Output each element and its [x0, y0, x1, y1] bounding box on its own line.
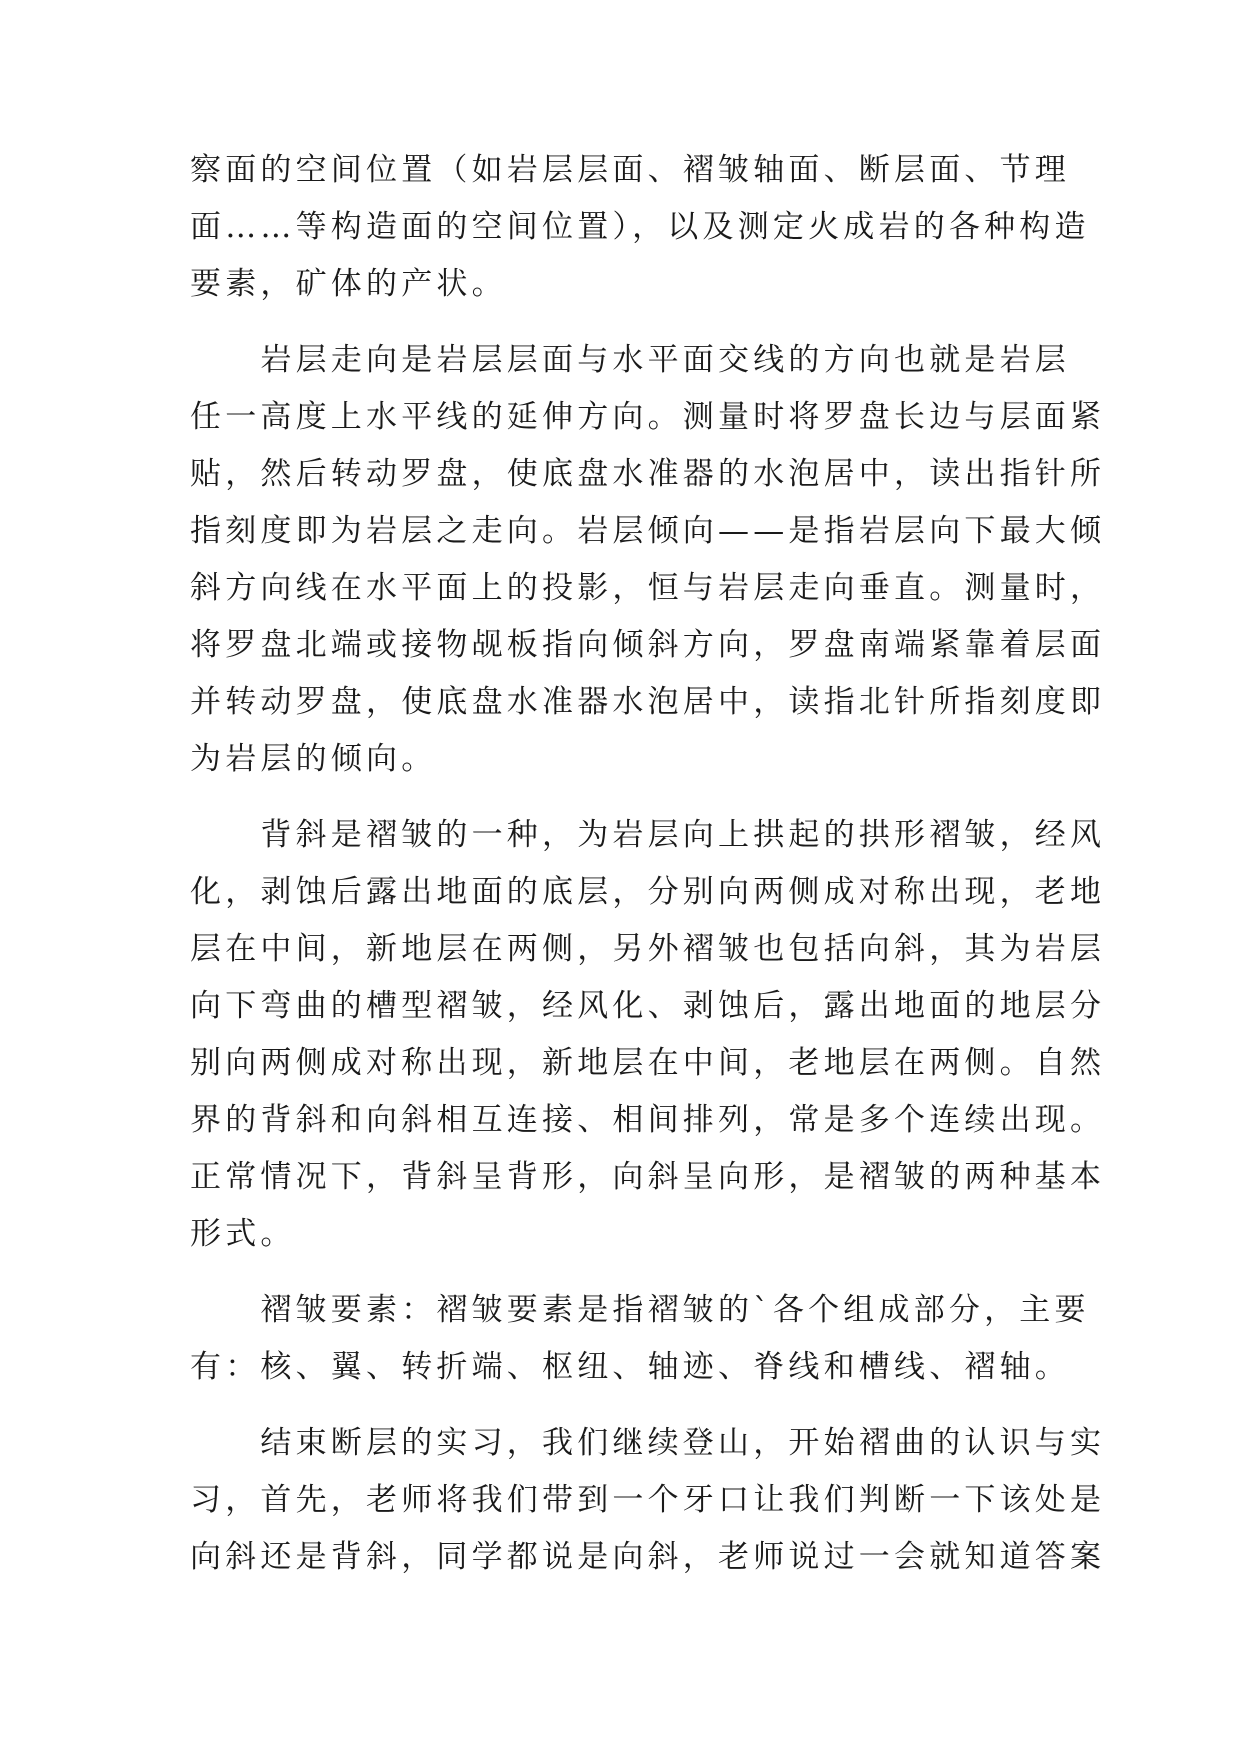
- text-line: 别向两侧成对称出现，新地层在中间，老地层在两侧。自然: [190, 1045, 1106, 1081]
- text-line: 岩层走向是岩层层面与水平面交线的方向也就是岩层: [190, 342, 1070, 378]
- text-line: 察面的空间位置（如岩层层面、褶皱轴面、断层面、节理: [190, 152, 1070, 188]
- text-line: 将罗盘北端或接物觇板指向倾斜方向，罗盘南端紧靠着层面: [190, 627, 1106, 663]
- text-line: 面……等构造面的空间位置），以及测定火成岩的各种构造: [190, 209, 1090, 245]
- text-line: 层在中间，新地层在两侧，另外褶皱也包括向斜，其为岩层: [190, 931, 1106, 967]
- text-line: 习，首先，老师将我们带到一个牙口让我们判断一下该处是: [190, 1482, 1106, 1518]
- text-line: 并转动罗盘，使底盘水准器水泡居中，读指北针所指刻度即: [190, 684, 1106, 720]
- text-line: 斜方向线在水平面上的投影，恒与岩层走向垂直。测量时，: [190, 570, 1106, 606]
- text-line: 化，剥蚀后露出地面的底层，分别向两侧成对称出现，老地: [190, 874, 1106, 910]
- text-line: 向下弯曲的槽型褶皱，经风化、剥蚀后，露出地面的地层分: [190, 988, 1106, 1024]
- text-line: 正常情况下，背斜呈背形，向斜呈向形，是褶皱的两种基本: [190, 1159, 1106, 1195]
- text-line: 背斜是褶皱的一种，为岩层向上拱起的拱形褶皱，经风: [190, 817, 1106, 853]
- text-line: 贴，然后转动罗盘，使底盘水准器的水泡居中，读出指针所: [190, 456, 1106, 492]
- text-line: 褶皱要素：褶皱要素是指褶皱的`各个组成部分，主要: [190, 1292, 1090, 1328]
- text-line: 结束断层的实习，我们继续登山，开始褶曲的认识与实: [190, 1425, 1106, 1461]
- text-line: 形式。: [190, 1216, 296, 1252]
- text-line: 有：核、翼、转折端、枢纽、轴迹、脊线和槽线、褶轴。: [190, 1349, 1070, 1385]
- text-line: 为岩层的倾向。: [190, 741, 437, 777]
- text-line: 指刻度即为岩层之走向。岩层倾向——是指岩层向下最大倾: [190, 513, 1106, 549]
- text-line: 向斜还是背斜，同学都说是向斜，老师说过一会就知道答案: [190, 1539, 1106, 1575]
- text-line: 要素，矿体的产状。: [190, 266, 507, 302]
- text-line: 任一高度上水平线的延伸方向。测量时将罗盘长边与层面紧: [190, 399, 1106, 435]
- text-line: 界的背斜和向斜相互连接、相间排列，常是多个连续出现。: [190, 1102, 1106, 1138]
